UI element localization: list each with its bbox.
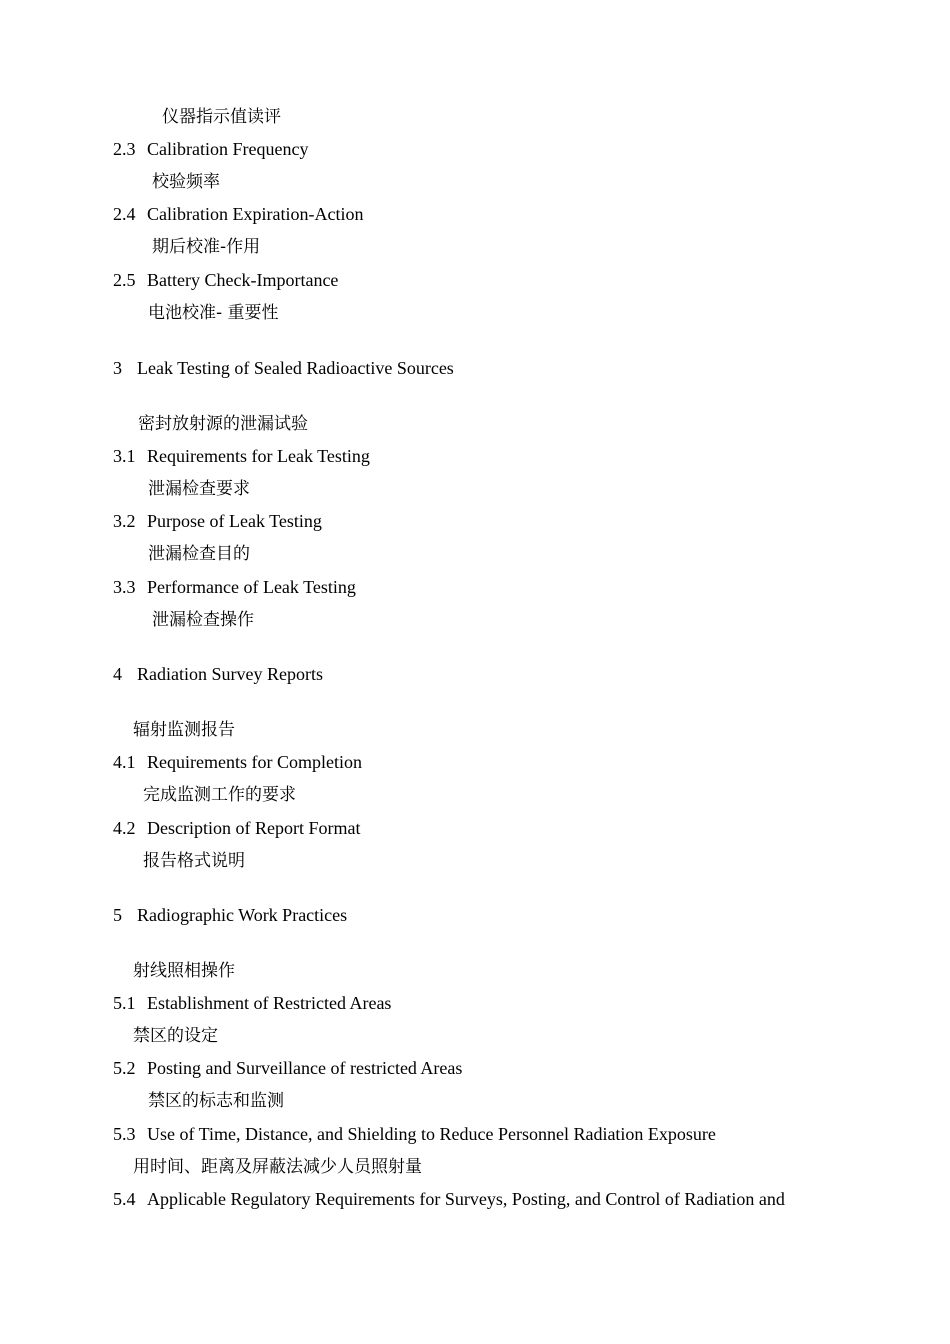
heading-5-3-zh: 用时间、距离及屏蔽法减少人员照射量 <box>133 1157 422 1177</box>
heading-3-3-zh: 泄漏检查操作 <box>152 610 254 630</box>
line-instrument-reading-zh: 仪器指示值读评 <box>162 107 281 127</box>
section-title: Description of Report Format <box>147 818 361 838</box>
section-title: Performance of Leak Testing <box>147 577 356 597</box>
heading-3 <box>113 357 454 379</box>
section-title: Applicable Regulatory Requirements for Surveys, Posting, and Control of Radiation and <box>147 1189 785 1209</box>
heading-3-2-zh: 泄漏检查目的 <box>148 544 250 564</box>
heading-2-5 <box>113 269 338 291</box>
section-title: Establishment of Restricted Areas <box>147 993 392 1013</box>
section-number: 4 <box>113 664 122 684</box>
heading-5-4 <box>113 1188 785 1210</box>
heading-2-5-zh: 电池校准- 重要性 <box>148 303 279 323</box>
section-title: Calibration Expiration-Action <box>147 204 364 224</box>
section-number: 2.4 <box>113 204 136 224</box>
section-title: Battery Check-Importance <box>147 270 339 290</box>
heading-4-2-zh: 报告格式说明 <box>143 851 245 871</box>
section-title: Purpose of Leak Testing <box>147 511 322 531</box>
section-number: 2.3 <box>113 139 136 159</box>
heading-5 <box>113 904 347 926</box>
heading-3-2 <box>113 510 322 532</box>
heading-5-2-zh: 禁区的标志和监测 <box>148 1091 284 1111</box>
section-number: 3.3 <box>113 577 136 597</box>
heading-3-1 <box>113 445 370 467</box>
section-number: 4.1 <box>113 752 136 772</box>
heading-2-3 <box>113 138 308 160</box>
heading-4-2 <box>113 817 360 839</box>
section-title: Requirements for Leak Testing <box>147 446 370 466</box>
heading-5-1 <box>113 992 391 1014</box>
section-number: 5.4 <box>113 1189 136 1209</box>
section-number: 5 <box>113 905 122 925</box>
heading-5-2 <box>113 1057 462 1079</box>
heading-4-1 <box>113 751 362 773</box>
heading-2-4 <box>113 203 363 225</box>
heading-4-1-zh: 完成监测工作的要求 <box>143 785 296 805</box>
section-number: 3.2 <box>113 511 136 531</box>
heading-2-3-zh: 校验频率 <box>152 172 220 192</box>
section-title: Radiographic Work Practices <box>137 905 348 925</box>
heading-3-3 <box>113 576 356 598</box>
section-number: 5.3 <box>113 1124 136 1144</box>
heading-3-zh: 密封放射源的泄漏试验 <box>138 414 308 434</box>
heading-3-1-zh: 泄漏检查要求 <box>148 479 250 499</box>
section-title: Posting and Surveillance of restricted Areas <box>147 1058 463 1078</box>
heading-4-zh: 辐射监测报告 <box>133 720 235 740</box>
section-number: 3 <box>113 358 122 378</box>
section-title: Radiation Survey Reports <box>137 664 323 684</box>
section-number: 5.2 <box>113 1058 136 1078</box>
heading-5-1-zh: 禁区的设定 <box>133 1026 218 1046</box>
section-title: Leak Testing of Sealed Radioactive Sources <box>137 358 454 378</box>
section-number: 5.1 <box>113 993 136 1013</box>
section-number: 2.5 <box>113 270 136 290</box>
section-number: 4.2 <box>113 818 136 838</box>
heading-5-3 <box>113 1123 716 1145</box>
heading-4 <box>113 663 323 685</box>
heading-5-zh: 射线照相操作 <box>133 961 235 981</box>
heading-2-4-zh: 期后校准-作用 <box>152 237 261 257</box>
section-title: Use of Time, Distance, and Shielding to Reduce Personnel Radiation Exposure <box>147 1124 716 1144</box>
section-title: Calibration Frequency <box>147 139 309 159</box>
section-title: Requirements for Completion <box>147 752 362 772</box>
section-number: 3.1 <box>113 446 136 466</box>
